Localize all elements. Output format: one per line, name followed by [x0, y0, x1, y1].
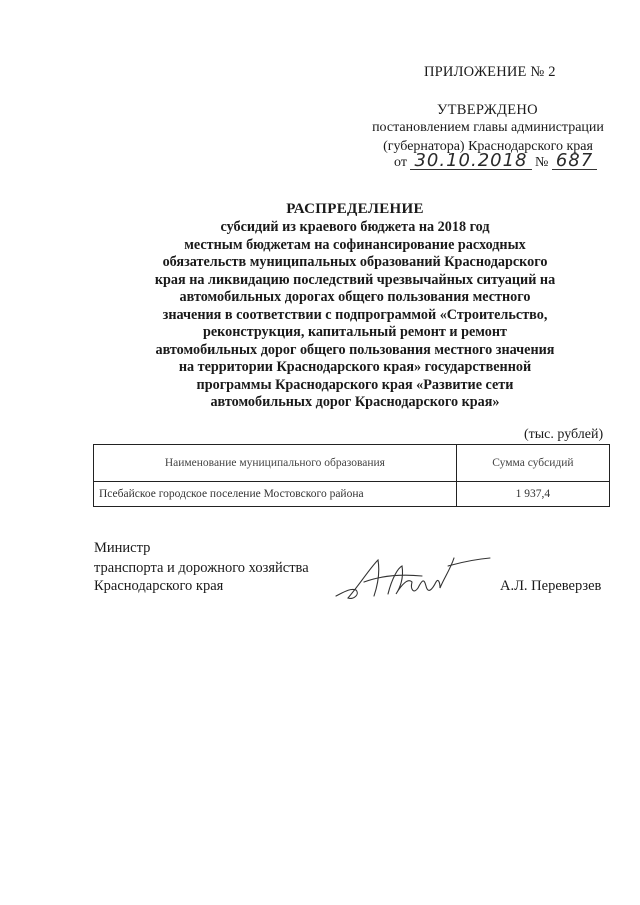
approved-by-line-2: (губернатора) Краснодарского края — [383, 139, 593, 154]
date-number-line — [394, 150, 597, 171]
handwritten-signature — [330, 548, 500, 608]
units-label: (тыс. рублей) — [524, 427, 604, 442]
header-subsidy-sum: Сумма субсидий — [456, 445, 609, 482]
cell-subsidy-sum: 1 937,4 — [456, 482, 609, 507]
table-header-row — [94, 445, 610, 482]
header-municipality: Наименование муниципального образования — [94, 445, 457, 482]
subtitle-line: автомобильных дорогах общего пользования местного — [179, 289, 531, 305]
subtitle-line: обязательств муниципальных образований Краснодарского — [162, 254, 548, 270]
subtitle-line: местным бюджетам на софинансирование расходных — [184, 236, 526, 253]
subtitle-line: автомобильных дорог Краснодарского края» — [210, 394, 500, 410]
document-subtitle — [70, 219, 640, 412]
subtitle-line: реконструкция, капитальный ремонт и ремонт — [202, 324, 508, 340]
signatory-name: А.Л. Переверзев — [500, 578, 602, 594]
date-prefix: от — [394, 155, 407, 170]
number-prefix: № — [535, 155, 549, 170]
subtitle-line: субсидий из краевого бюджета на 2018 год — [220, 219, 490, 235]
signatory-position-line-2: транспорта и дорожного хозяйства — [94, 560, 309, 576]
table-row — [94, 482, 610, 507]
subtitle-line: автомобильных дорог общего пользования местного значения — [155, 341, 555, 358]
subtitle-line: программы Краснодарского края «Развитие сети — [196, 376, 514, 393]
approved-by-line-1: постановлением главы администрации — [372, 120, 604, 135]
distribution-table — [93, 444, 610, 507]
subtitle-line: края на ликвидацию последствий чрезвычайных ситуаций на — [154, 271, 556, 288]
document-title: РАСПРЕДЕЛЕНИЕ — [286, 201, 424, 217]
signatory-position-line-3: Краснодарского края — [94, 578, 224, 594]
number-value: 687 — [552, 153, 597, 170]
approved-label: УТВЕРЖДЕНО — [437, 102, 538, 118]
cell-municipality: Псебайское городское поселение Мостовского района — [94, 482, 457, 507]
date-value: 30.10.2018 — [410, 153, 531, 170]
signatory-position-line-1: Министр — [94, 540, 151, 556]
subtitle-line: на территории Краснодарского края» государственной — [178, 359, 532, 375]
subtitle-line: значения в соответствии с подпрограммой «Строительство, — [162, 306, 548, 323]
appendix-label: ПРИЛОЖЕНИЕ № 2 — [424, 64, 556, 80]
